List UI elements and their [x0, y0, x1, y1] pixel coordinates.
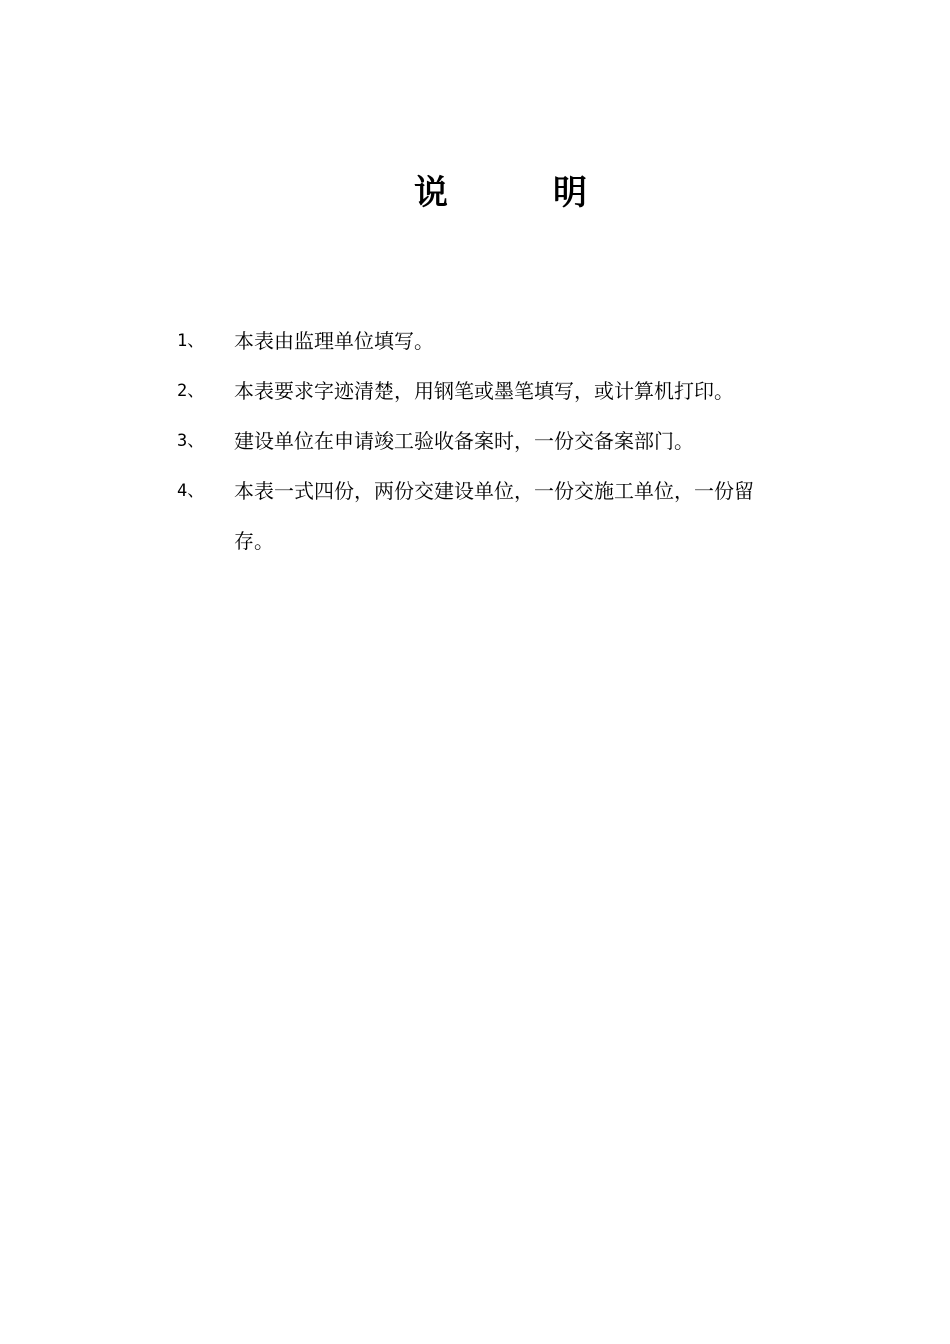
list-item-number: 2、	[177, 381, 205, 401]
page-title	[0, 168, 950, 218]
list-item-text: 本表一式四份，两份交建设单位，一份交施工单位，一份留	[234, 479, 754, 503]
list-item-number: 1、	[177, 331, 205, 351]
list-item-text: 本表由监理单位填写。	[234, 329, 434, 353]
list-item-text: 本表要求字迹清楚，用钢笔或墨笔填写，或计算机打印。	[234, 379, 734, 403]
list-item-continuation: 存。	[234, 529, 274, 553]
list-item-number: 3、	[177, 431, 205, 451]
title-char-1: 说	[414, 173, 448, 213]
list-item-number: 4、	[177, 481, 205, 501]
list-item-text: 建设单位在申请竣工验收备案时，一份交备案部门。	[234, 429, 694, 453]
title-char-2: 明	[553, 173, 587, 213]
